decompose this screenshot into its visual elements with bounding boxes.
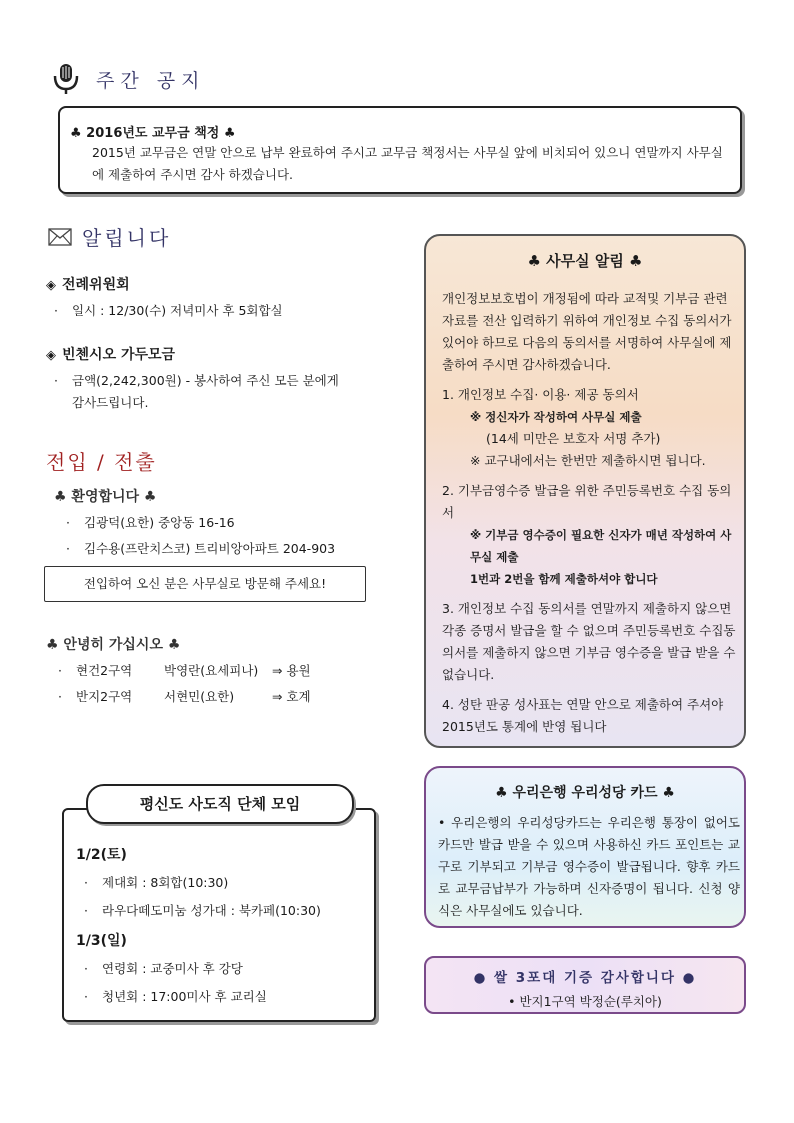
office-item-1: 1. 개인정보 수집· 이용· 제공 동의서 — [442, 387, 639, 402]
office-notice-box — [424, 234, 746, 748]
office-item-1-sub2: ※ 교구내에서는 한번만 제출하시면 됩니다. — [470, 453, 706, 468]
announce-title: 알립니다 — [82, 226, 172, 250]
list-item: · 일시 : 12/30(수) 저녁미사 후 5회합실 — [54, 303, 283, 318]
bank-card-title: ♣ 우리은행 우리성당 카드 ♣ — [495, 785, 675, 801]
day-label: 1/3(일) — [76, 933, 127, 949]
diamond-icon: ◈ — [46, 348, 56, 363]
list-item: · 청년회 : 17:00미사 후 교리실 — [84, 989, 267, 1004]
list-item: · 제대회 : 8회합(10:30) — [84, 875, 229, 890]
list-item: · 금액(2,242,300원) - 봉사하여 주신 모든 분에게 — [54, 373, 339, 388]
list-item-cont: 감사드립니다. — [72, 395, 149, 410]
day-label: 1/2(토) — [76, 847, 127, 863]
office-item-2-note: ※ 기부금 영수증이 필요한 신자가 매년 작성하여 사무실 제출 — [470, 528, 732, 564]
rice-donation-title: ● 쌀 3포대 기증 감사합니다 ● — [473, 970, 697, 986]
list-item: · 현건2구역 박영란(요세피나) ⇒ 용원 — [58, 663, 311, 678]
office-item-4: 4. 성탄 판공 성사표는 연말 안으로 제출하여 주셔야 2015년도 통계에 반영 됩니다 — [442, 697, 724, 734]
page-title: 주간 공지 — [96, 70, 206, 92]
notice-box — [58, 106, 742, 194]
office-notice-title: ♣ 사무실 알림 ♣ — [527, 252, 643, 270]
office-item-3: 3. 개인정보 수집 동의서를 연말까지 제출하지 않으면 각종 증명서 발급을 할 수 없으며 주민등록번호 수집동의서를 제출하지 않으면 기부금 영수증을 발급 받을 수 없습니다. — [442, 601, 736, 682]
office-item-1-note: ※ 정신자가 작성하여 사무실 제출 — [470, 410, 642, 424]
bank-card-box — [424, 766, 746, 928]
microphone-icon — [52, 62, 80, 96]
bye-heading: ♣ 안녕히 가십시오 ♣ — [46, 637, 181, 653]
office-item-2-note2: 1번과 2번을 함께 제출하셔야 합니다 — [470, 572, 658, 586]
list-item: · 반지2구역 서현민(요한) ⇒ 호계 — [58, 689, 311, 704]
rice-donation-box — [424, 956, 746, 1014]
rice-donation-body: • 반지1구역 박정순(루치아) — [508, 994, 662, 1009]
list-item: · 김수용(프란치스코) 트리비앙아파트 204-903 — [66, 541, 336, 556]
diamond-icon: ◈ — [46, 278, 56, 293]
list-item: · 라우다떼도미눔 성가대 : 북카페(10:30) — [84, 903, 321, 918]
list-item: · 김광덕(요한) 중앙동 16-16 — [66, 515, 235, 530]
office-item-1-sub: (14세 미만은 보호자 서명 추가) — [486, 431, 661, 446]
section-heading-liturgy: ◈ 전례위원회 — [46, 277, 130, 293]
transfer-title: 전입 / 전출 — [46, 450, 157, 474]
office-item-2: 2. 기부금영수증 발급을 위한 주민등록번호 수집 동의서 — [442, 483, 732, 520]
welcome-heading: ♣ 환영합니다 ♣ — [54, 489, 157, 505]
visit-note: 전입하여 오신 분은 사무실로 방문해 주세요! — [44, 566, 366, 602]
envelope-icon — [48, 228, 72, 246]
office-intro: 개인정보보호법이 개정됨에 따라 교적및 기부금 관련 자료를 전산 입력하기 위하여 개인정보 수집 동의서가 있어야 하므로 다음의 동의서를 서명하여 사무실에 제출하여 주시면 감사하겠습니다. — [442, 291, 732, 372]
bank-card-body: • 우리은행의 우리성당카드는 우리은행 통장이 없어도 카드만 발급 받을 수 있으며 사용하신 카드 포인트는 교구로 기부되고 기부금 영수증이 발급됩니다. 향후 카드로 교무금납부가 가능하며 신자증명이 됩니다. 신청 양식은 사무실에도 있습니다. — [438, 815, 740, 918]
notice-title: ♣ 2016년도 교무금 책정 ♣ — [70, 126, 236, 141]
list-item: · 연령회 : 교중미사 후 강당 — [84, 961, 243, 976]
lay-apostolate-title: 평신도 사도직 단체 모임 — [86, 784, 354, 824]
notice-body: 2015년 교무금은 연말 안으로 납부 완료하여 주시고 교무금 책정서는 사무실 앞에 비치되어 있으니 연말까지 사무실에 제출하여 주시면 감사 하겠습니다. — [92, 145, 723, 182]
section-heading-vincent: ◈ 빈첸시오 가두모금 — [46, 347, 176, 363]
